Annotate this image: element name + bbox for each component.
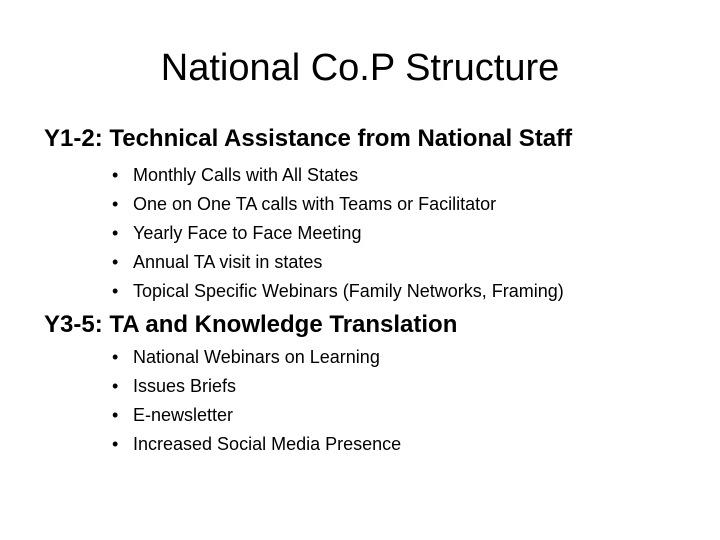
section-heading-y1-2: Y1-2: Technical Assistance from National Staff	[44, 125, 573, 152]
list-item-text: One on One TA calls with Teams or Facilitator	[133, 194, 497, 214]
bullet-list-y3-5	[112, 343, 401, 459]
list-item-text: Issues Briefs	[133, 376, 237, 396]
section-heading-y3-5: Y3-5: TA and Knowledge Translation	[44, 311, 458, 338]
list-item-text: Topical Specific Webinars (Family Networks, Framing)	[133, 281, 564, 301]
bullet-icon: •	[112, 405, 119, 425]
list-item-text: Monthly Calls with All States	[133, 165, 359, 185]
bullet-icon: •	[112, 347, 119, 367]
list-item	[112, 219, 564, 248]
list-item	[112, 190, 564, 219]
list-item-text: Yearly Face to Face Meeting	[133, 223, 362, 243]
bullet-icon: •	[112, 376, 119, 396]
list-item-text: National Webinars on Learning	[133, 347, 380, 367]
list-item-text: Annual TA visit in states	[133, 252, 323, 272]
bullet-icon: •	[112, 252, 119, 272]
list-item	[112, 430, 401, 459]
bullet-icon: •	[112, 165, 119, 185]
list-item	[112, 277, 564, 306]
bullet-icon: •	[112, 434, 119, 454]
list-item	[112, 372, 401, 401]
bullet-icon: •	[112, 223, 119, 243]
list-item	[112, 401, 401, 430]
list-item	[112, 161, 564, 190]
list-item	[112, 343, 401, 372]
bullet-icon: •	[112, 194, 119, 214]
list-item-text: E-newsletter	[133, 405, 234, 425]
slide-title: National Co.P Structure	[160, 47, 560, 89]
list-item-text: Increased Social Media Presence	[133, 434, 402, 454]
bullet-list-y1-2	[112, 161, 564, 306]
list-item	[112, 248, 564, 277]
bullet-icon: •	[112, 281, 119, 301]
